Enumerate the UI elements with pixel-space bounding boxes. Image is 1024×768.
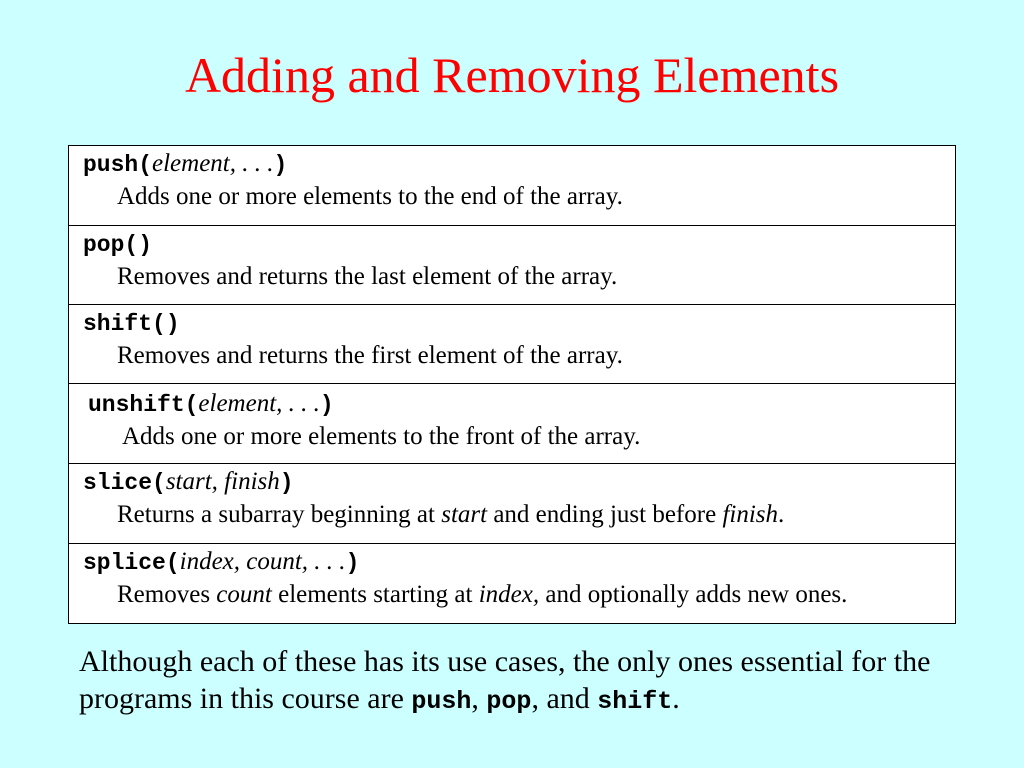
description-text: Removes (117, 581, 217, 608)
method-description: Adds one or more elements to the front of the array. (122, 423, 641, 450)
footer-end: . (672, 682, 680, 715)
methods-table (68, 145, 956, 624)
method-name: splice( (83, 550, 180, 576)
method-close: ) (345, 550, 360, 576)
footer-separator: , and (531, 682, 598, 715)
method-row-shift (69, 305, 955, 384)
method-name: slice( (83, 470, 166, 496)
description-arg: index, (478, 581, 540, 608)
method-args: element, . . . (198, 390, 320, 417)
method-signature (83, 228, 152, 261)
footer-code-push: push (411, 687, 472, 716)
description-text: . (778, 501, 785, 528)
method-description: Removes and returns the last element of the array. (117, 263, 618, 290)
method-description: Removes and returns the first element of the array. (117, 342, 623, 369)
description-arg: start (441, 501, 488, 528)
method-signature (83, 148, 287, 181)
method-row-push (69, 146, 955, 226)
description-text: and optionally adds new ones. (539, 581, 848, 608)
method-signature (83, 466, 294, 499)
method-name: unshift( (88, 392, 199, 418)
footer-text: Although each of these has its use cases, the only ones essential for the programs in this course are (79, 645, 931, 715)
description-arg: finish (722, 501, 779, 528)
method-signature (83, 546, 359, 579)
slide-title: Adding and Removing Elements (184, 47, 840, 103)
method-signature (83, 307, 180, 340)
footer-code-shift: shift (597, 687, 673, 716)
method-row-slice (69, 464, 955, 544)
footer-note (79, 643, 979, 720)
method-description (117, 579, 847, 611)
method-description: Adds one or more elements to the end of the array. (117, 183, 623, 210)
description-arg: count (216, 581, 272, 608)
footer-code-pop: pop (486, 687, 532, 716)
method-close: ) (319, 392, 334, 418)
description-text: Returns a subarray beginning at (117, 501, 442, 528)
method-row-pop (69, 226, 955, 305)
method-close: ) (273, 152, 288, 178)
method-name: push( (83, 152, 153, 178)
method-args: index, count, . . . (179, 548, 346, 575)
method-args: element, . . . (152, 150, 274, 177)
method-row-splice (69, 544, 955, 623)
method-row-unshift (69, 384, 955, 464)
method-name: pop() (83, 232, 153, 258)
footer-separator: , (471, 682, 487, 715)
method-close: ) (279, 470, 294, 496)
method-name: shift() (83, 311, 180, 337)
description-text: and ending just before (487, 501, 723, 528)
description-text: elements starting at (271, 581, 479, 608)
method-args: start, finish (165, 468, 280, 495)
method-signature (88, 388, 334, 421)
method-description (117, 499, 784, 531)
